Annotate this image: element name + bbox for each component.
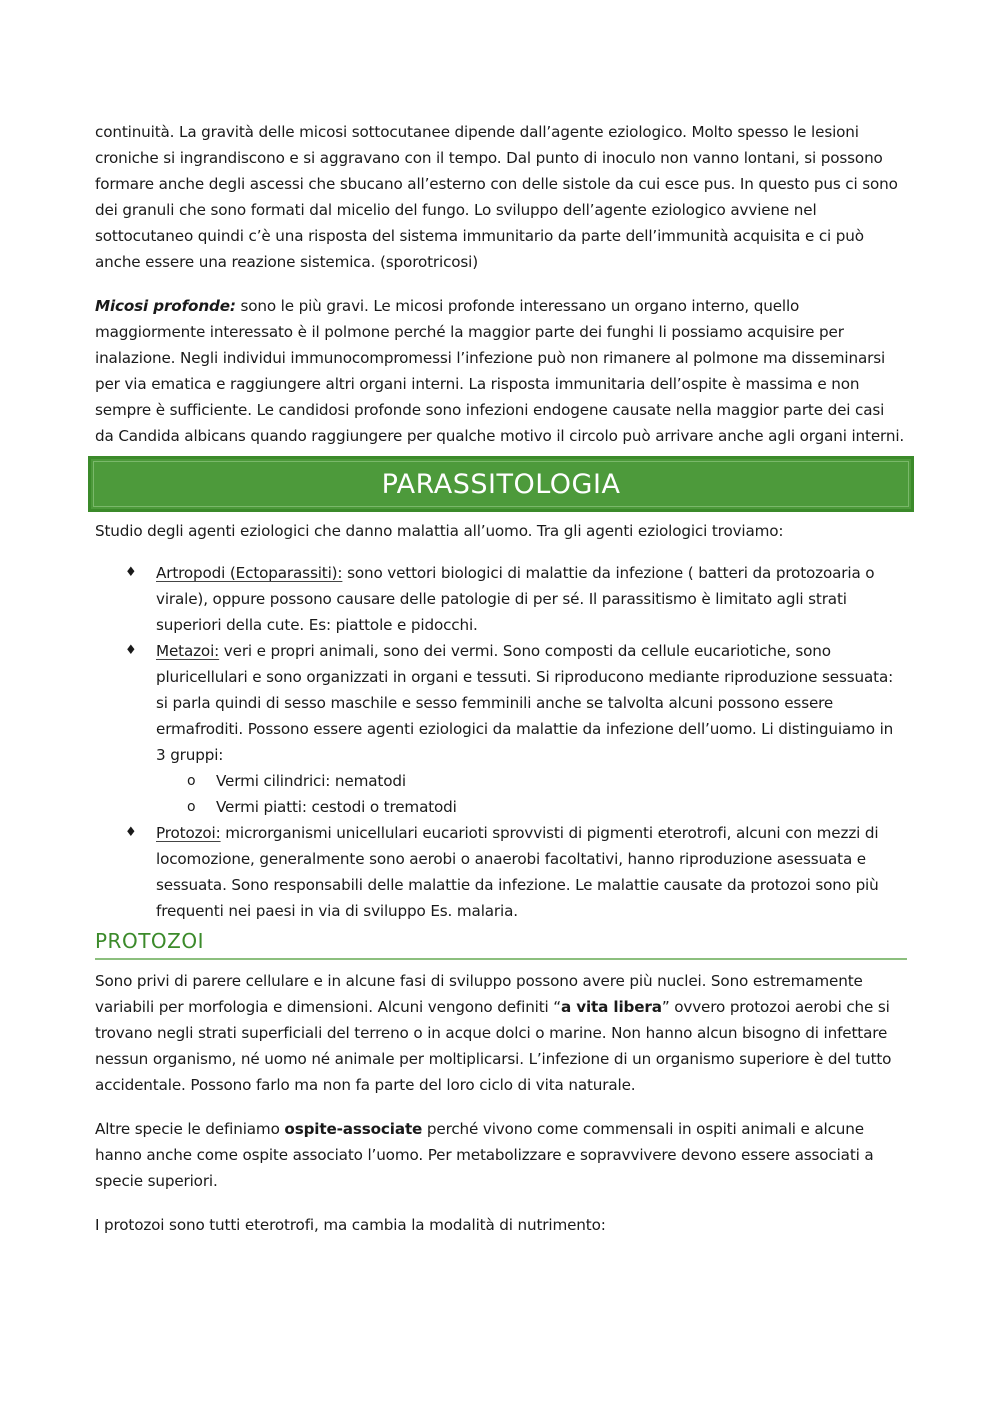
term-deep-mycoses: Micosi profonde: xyxy=(95,297,236,315)
list-item xyxy=(95,560,907,638)
paragraph-subcutaneous-mycoses: continuità. La gravità delle micosi sottocutanee dipende dall’agente eziologico. Molto spesso le lesioni croniche si ingrandiscono e si aggravano con il tempo. Dal punto di inoculo non vanno lontani, si possono formare anche degli ascessi che sbucano all’esterno con delle sistole da cui esce pus. In questo pus ci sono dei granuli che sono formati dal micelio del fungo. Lo sviluppo dell’agente eziologico avviene nel sottocutaneo quindi c’è una risposta del sistema immunitario da parte dell’immunità acquisita e ci può anche essere una reazione sistemica. (sporotricosi) xyxy=(95,123,898,271)
sublist-item xyxy=(156,768,907,794)
bold-term-host-associated: ospite-associate xyxy=(284,1120,423,1138)
item-text: veri e propri animali, sono dei vermi. Sono composti da cellule eucariotiche, sono pluricellulari e sono organizzati in organi e tessuti. Si riproducono mediante riproduzione sessuata: si parla quindi di sesso maschile e sesso femminili anche se talvolta alcuni possono essere ermafroditi. Possono essere agenti eziologici da malattie da infezione dell’uomo. Li distinguiamo in 3 gruppi: xyxy=(156,642,894,764)
text-run: ” ovvero protozoi aerobi che si trovano negli strati superficiali del terreno o in acque dolci o marine. Non hanno alcun bisogno di infettare nessun organismo, né uomo né animale per moltiplicarsi. L’infezione di un organismo superiore è del tutto accidentale. Possono farlo ma non fa parte del loro ciclo di vita naturale. xyxy=(95,998,892,1094)
deep-mycoses-text: sono le più gravi. Le micosi profonde interessano un organo interno, quello maggiormente interessato è il polmone perché la maggior parte dei funghi li possiamo acquisire per inalazione. Negli individui immunocompromessi l’infezione può non rimanere al polmone ma disseminarsi per via ematica e raggiungere altri organi interni. La risposta immunitaria dell’ospite è massima e non sempre è sufficiente. Le candidosi profonde sono infezioni endogene causate nella maggior parte dei casi da Candida albicans quando raggiungere per qualche motivo il circolo può arrivare anche agli organi interni. xyxy=(95,297,905,445)
section-heading-protozoi: PROTOZOI xyxy=(95,926,907,960)
term-metazoa: Metazoi: xyxy=(156,642,220,660)
term-arthropods: Artropodi (Ectoparassiti): xyxy=(156,564,343,582)
text-run: Altre specie le definiamo xyxy=(95,1120,285,1138)
agents-list xyxy=(95,560,907,924)
circle-bullet-icon: o xyxy=(187,799,196,815)
sublist-item xyxy=(156,794,907,820)
sublist-item-text: Vermi piatti: cestodi o trematodi xyxy=(216,798,457,816)
paragraph-protozoa-free-living xyxy=(95,968,907,1098)
list-item xyxy=(95,820,907,924)
circle-bullet-icon: o xyxy=(187,773,196,789)
sublist-item-text: Vermi cilindrici: nematodi xyxy=(216,772,406,790)
intro-paragraph: Studio degli agenti eziologici che danno malattia all’uomo. Tra gli agenti eziologici troviamo: xyxy=(95,522,784,540)
text-run: Sono privi di parere cellulare e in alcune fasi di sviluppo possono avere più nuclei. Sono estremamente variabili per morfologia e dimensioni. Alcuni vengono definiti “ xyxy=(95,972,863,1016)
paragraph-deep-mycoses xyxy=(95,293,907,449)
banner-title: PARASSITOLOGIA xyxy=(381,468,621,500)
diamond-bullet-icon: ♦ xyxy=(125,643,137,658)
list-item xyxy=(95,638,907,820)
section-banner xyxy=(88,456,914,512)
text-run: perché vivono come commensali in ospiti animali e alcune hanno anche come ospite associato l’uomo. Per metabolizzare e sopravvivere devono essere associati a specie superiori. xyxy=(95,1120,874,1190)
item-text: microrganismi unicellulari eucarioti sprovvisti di pigmenti eterotrofi, alcuni con mezzi di locomozione, generalmente sono aerobi o anaerobi facoltativi, hanno riproduzione asessuata e sessuata. Sono responsabili delle malattie da infezione. Le malattie causate da protozoi sono più frequenti nei paesi in via di sviluppo Es. malaria. xyxy=(156,824,879,920)
item-text: sono vettori biologici di malattie da infezione ( batteri da protozoaria o virale), oppure possono causare delle patologie di per sé. Il parassitismo è limitato agli strati superiori della cute. Es: piattole e pidocchi. xyxy=(156,564,875,634)
bold-term-free-living: a vita libera xyxy=(561,998,662,1016)
paragraph-heterotrophs: I protozoi sono tutti eterotrofi, ma cambia la modalità di nutrimento: xyxy=(95,1216,606,1234)
diamond-bullet-icon: ♦ xyxy=(125,825,137,840)
term-protozoa: Protozoi: xyxy=(156,824,221,842)
page-content xyxy=(95,119,907,1238)
paragraph-host-associated xyxy=(95,1116,907,1194)
diamond-bullet-icon: ♦ xyxy=(125,565,137,580)
metazoa-sublist xyxy=(156,768,907,820)
